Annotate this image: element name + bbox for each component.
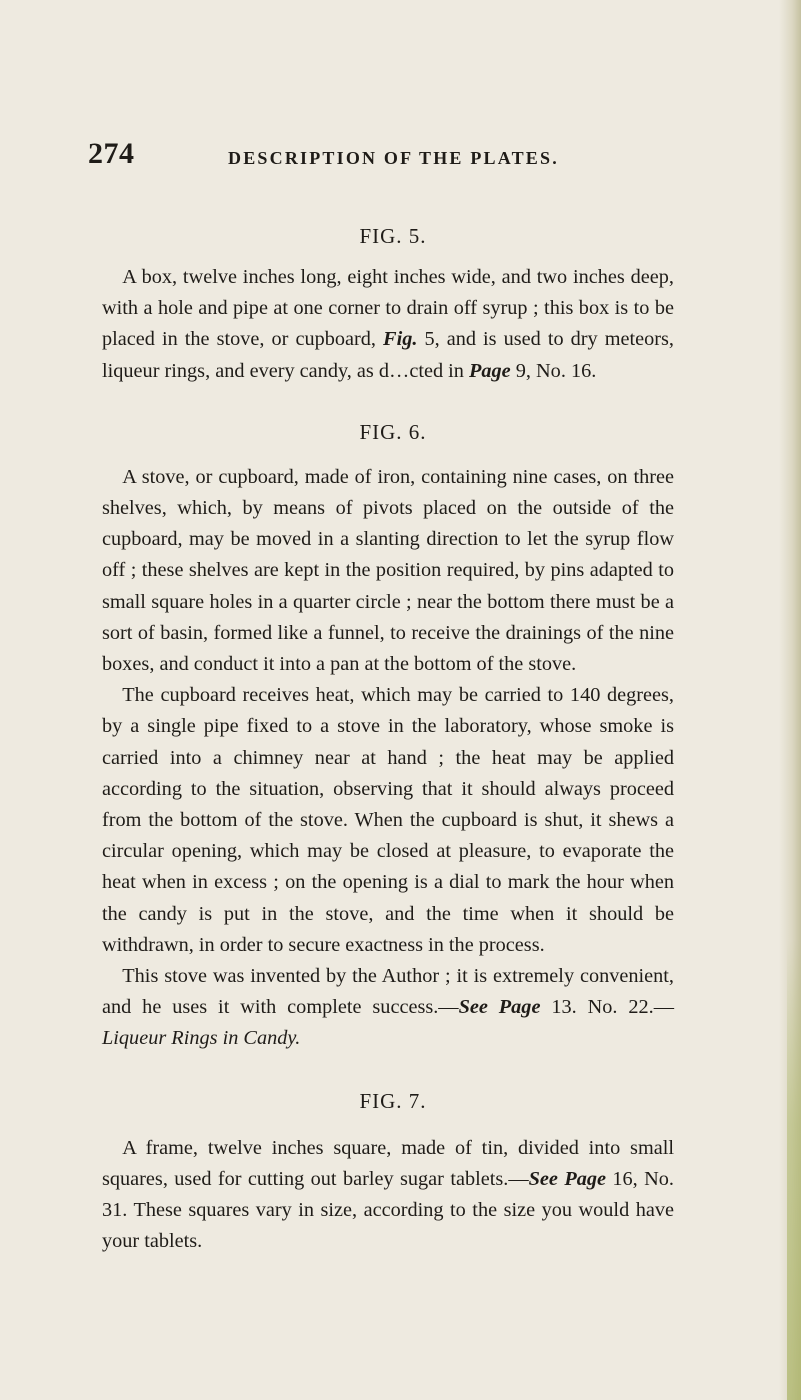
- page-reference: See Page: [458, 996, 541, 1019]
- page-reference: See Page: [528, 1167, 606, 1190]
- fig-5-heading: FIG. 5.: [359, 224, 427, 248]
- fig-5-paragraph: [102, 262, 674, 387]
- text-run: This stove was invented by the Author ; it is extremely convenient, and he uses it with complete success.—: [102, 965, 674, 1019]
- text-run: 5, and is used to dry meteors, liqueur rings, and every candy, as d…cted in: [102, 328, 674, 382]
- text-run: A stove, or cupboard, made of iron, containing nine cases, on three shelves, which, by means of pivots placed on the outside of the cupboard, may be moved in a slanting direction to let the syrup flow off ; these shelves are kept in the position required, by pins adapted to small square holes in a quarter circle ; near the bottom there must be a sort of basin, formed like a funnel, to receive the drainings of the nine boxes, and conduct it into a pan at the bottom of the stove.: [102, 465, 674, 676]
- text-run: 13. No. 22.—: [540, 996, 674, 1019]
- text-run: A box, twelve inches long, eight inches wide, and two inches deep, with a hole and pipe at one corner to drain off syrup ; this box is to be placed in the stove, or cupboard,: [102, 266, 674, 351]
- text-run: A frame, twelve inches square, made of tin, divided into small squares, used for cutting out barley sugar tablets.—: [102, 1136, 674, 1190]
- text-run: 9, No. 16.: [510, 359, 597, 382]
- fig-6-heading: FIG. 6.: [359, 419, 427, 444]
- text-run: 16, No. 31. These squares vary in size, according to the size you would have your tablets.: [102, 1167, 674, 1253]
- page-header: [88, 137, 648, 177]
- fig-6-paragraph-2: [102, 680, 674, 961]
- fig-7-heading: FIG. 7.: [359, 1088, 427, 1113]
- fig-6-paragraph-1: [102, 462, 674, 680]
- page-reference: Page: [469, 359, 511, 382]
- running-head: DESCRIPTION OF THE PLATES.: [228, 148, 559, 168]
- text-run: The cupboard receives heat, which may be carried to 140 degrees, by a single pipe fixed to a stove in the laboratory, whose smoke is carried into a chimney near at hand ; the heat may be applied according to the situation, observing that it should always proceed from the bottom of the stove. When the cupboard is shut, it shews a circular opening, which may be closed at pleasure, to evaporate the heat when in excess ; on the opening is a dial to mark the hour when the candy is put in the stove, and the time when it should be withdrawn, in order to secure exactness in the process.: [102, 684, 674, 956]
- fig-reference: Fig.: [383, 328, 418, 351]
- page-number: 274: [88, 137, 135, 170]
- page-body: [102, 222, 674, 1257]
- fig-7-paragraph: [102, 1133, 674, 1258]
- cross-reference-title: Liqueur Rings in Candy.: [102, 1027, 301, 1050]
- page-edge-stain: [787, 940, 801, 1400]
- fig-6-paragraph-3: [102, 961, 674, 1055]
